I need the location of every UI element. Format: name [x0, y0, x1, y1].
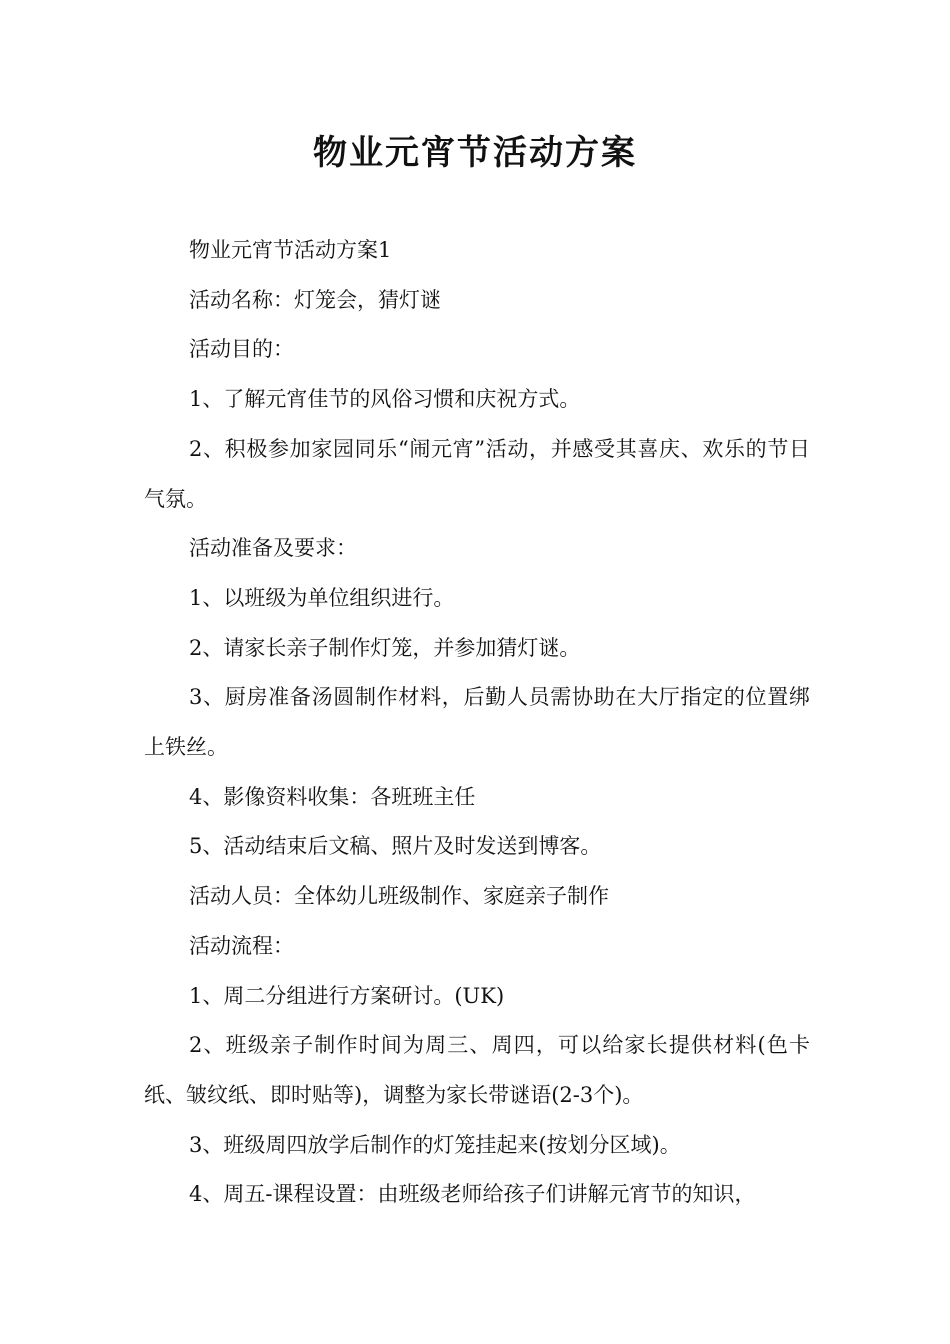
paragraph-purpose-1: 1、了解元宵佳节的风俗习惯和庆祝方式。 — [189, 387, 581, 412]
paragraph-preparation-5: 5、活动结束后文稿、照片及时发送到博客。 — [189, 834, 602, 859]
paragraph-process-4: 4、周五-课程设置：由班级老师给孩子们讲解元宵节的知识， — [189, 1182, 756, 1207]
paragraph-process-3: 3、班级周四放学后制作的灯笼挂起来(按划分区域)。 — [189, 1132, 681, 1157]
paragraph-activity-name: 活动名称：灯笼会，猜灯谜 — [189, 287, 441, 312]
paragraph-preparation-4: 4、影像资料收集：各班班主任 — [189, 784, 476, 809]
paragraph-process-2: 2、班级亲子制作时间为周三、周四，可以给家长提供材料(色卡纸、皱纹纸、即时贴等)，调整为家长带谜语(2-3个)。 — [144, 1033, 810, 1107]
paragraph-participants: 活动人员：全体幼儿班级制作、家庭亲子制作 — [189, 884, 609, 909]
document-title: 物业元宵节活动方案 — [313, 133, 637, 173]
paragraph-activity-purpose-heading: 活动目的： — [189, 337, 294, 362]
paragraph-process-heading: 活动流程： — [189, 933, 294, 958]
paragraph-preparation-3: 3、厨房准备汤圆制作材料，后勤人员需协助在大厅指定的位置绑上铁丝。 — [144, 685, 810, 760]
paragraph-preparation-2: 2、请家长亲子制作灯笼，并参加猜灯谜。 — [189, 635, 581, 660]
document-body — [144, 226, 810, 1220]
paragraph-process-1: 1、周二分组进行方案研讨。(UK) — [189, 983, 505, 1008]
paragraph-preparation-heading: 活动准备及要求： — [189, 536, 357, 561]
paragraph-preparation-1: 1、以班级为单位组织进行。 — [189, 585, 455, 610]
paragraph-purpose-2: 2、积极参加家园同乐“闹元宵”活动，并感受其喜庆、欢乐的节日气氛。 — [144, 436, 810, 511]
paragraph-section-heading: 物业元宵节活动方案1 — [189, 238, 392, 262]
